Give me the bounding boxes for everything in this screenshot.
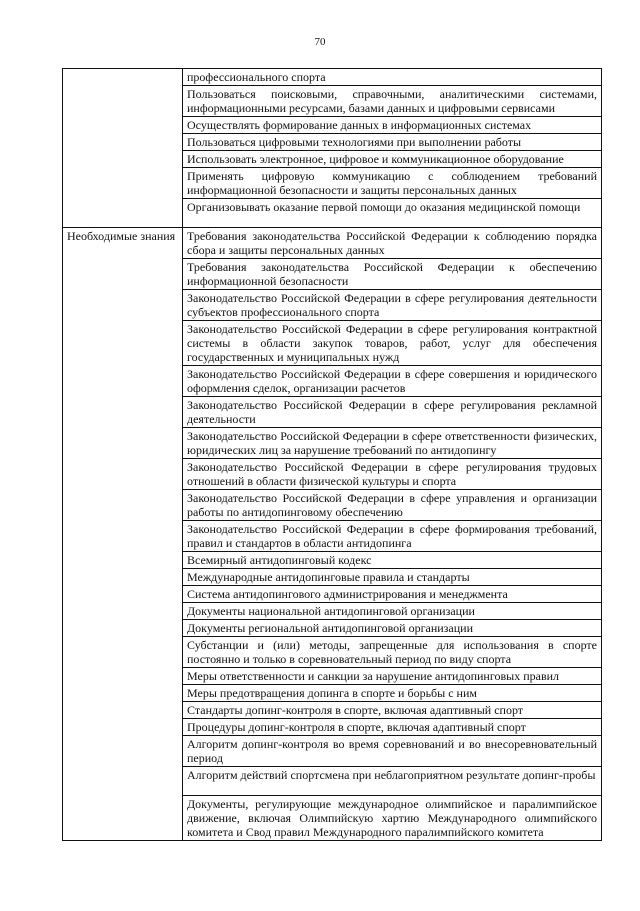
knowledge-item: Требования законодательства Российской Федерации к обеспечению информационной безопасности bbox=[183, 259, 602, 290]
knowledge-item: Законодательство Российской Федерации в сфере регулирования деятельности субъектов профессионального спорта bbox=[183, 290, 602, 321]
knowledge-item: Меры ответственности и санкции за нарушение антидопинговых правил bbox=[183, 668, 602, 685]
knowledge-item: Законодательство Российской Федерации в сфере регулирования рекламной деятельности bbox=[183, 397, 602, 428]
skill-item: Пользоваться поисковыми, справочными, аналитическими системами, информационными ресурсами, базами данных и цифровыми сервисами bbox=[183, 86, 602, 117]
knowledge-item: Алгоритм действий спортсмена при неблагоприятном результате допинг-пробы bbox=[183, 767, 602, 796]
knowledge-item: Законодательство Российской Федерации в сфере формирования требований, правил и стандартов в области антидопинга bbox=[183, 521, 602, 552]
knowledge-item: Законодательство Российской Федерации в сфере регулирования трудовых отношений в области физической культуры и спорта bbox=[183, 459, 602, 490]
knowledge-item: Международные антидопинговые правила и стандарты bbox=[183, 569, 602, 586]
knowledge-item: Требования законодательства Российской Федерации к соблюдению порядка сбора и защиты персональных данных bbox=[183, 228, 602, 259]
knowledge-item: Документы национальной антидопинговой организации bbox=[183, 603, 602, 620]
knowledge-item: Алгоритм допинг-контроля во время соревнований и во внесоревновательный период bbox=[183, 736, 602, 767]
knowledge-item: Всемирный антидопинговый кодекс bbox=[183, 552, 602, 569]
knowledge-item: Система антидопингового администрирования и менеджмента bbox=[183, 586, 602, 603]
knowledge-item: Законодательство Российской Федерации в сфере совершения и юридического оформления сделок, организации расчетов bbox=[183, 366, 602, 397]
knowledge-item: Законодательство Российской Федерации в сфере ответственности физических, юридических лиц за нарушение требований по антидопингу bbox=[183, 428, 602, 459]
knowledge-label: Необходимые знания bbox=[63, 228, 183, 841]
skills-label-cell bbox=[63, 69, 183, 228]
skill-item: Пользоваться цифровыми технологиями при выполнении работы bbox=[183, 134, 602, 151]
knowledge-item: Документы региональной антидопинговой организации bbox=[183, 620, 602, 637]
knowledge-item: Законодательство Российской Федерации в сфере управления и организации работы по антидопинговому обеспечению bbox=[183, 490, 602, 521]
table-row bbox=[63, 228, 602, 259]
page-number: 70 bbox=[314, 36, 326, 48]
skill-item: Применять цифровую коммуникацию с соблюдением требований информационной безопасности и защиты персональных данных bbox=[183, 168, 602, 199]
table-row bbox=[63, 69, 602, 86]
knowledge-item: Субстанции и (или) методы, запрещенные для использования в спорте постоянно и только в соревновательный период по виду спорта bbox=[183, 637, 602, 668]
requirements-table bbox=[62, 68, 602, 841]
skill-item: профессионального спорта bbox=[183, 69, 602, 86]
skill-item: Организовывать оказание первой помощи до оказания медицинской помощи bbox=[183, 199, 602, 228]
knowledge-item: Документы, регулирующие международное олимпийское и паралимпийское движение, включая Олимпийскую хартию Международного олимпийского комитета и Свод правил Международного паралимпийского комитета bbox=[183, 796, 602, 841]
knowledge-item: Процедуры допинг-контроля в спорте, включая адаптивный спорт bbox=[183, 719, 602, 736]
knowledge-item: Стандарты допинг-контроля в спорте, включая адаптивный спорт bbox=[183, 702, 602, 719]
skill-item: Использовать электронное, цифровое и коммуникационное оборудование bbox=[183, 151, 602, 168]
knowledge-item: Законодательство Российской Федерации в сфере регулирования контрактной системы в области закупок товаров, работ, услуг для обеспечения государственных и муниципальных нужд bbox=[183, 321, 602, 366]
knowledge-item: Меры предотвращения допинга в спорте и борьбы с ним bbox=[183, 685, 602, 702]
skill-item: Осуществлять формирование данных в информационных системах bbox=[183, 117, 602, 134]
